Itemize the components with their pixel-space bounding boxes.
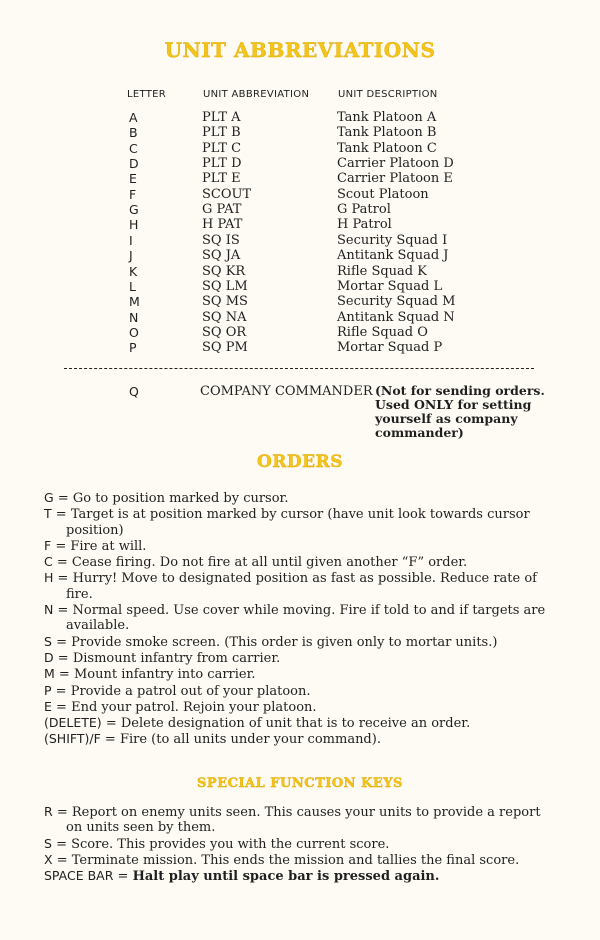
unit-letter: E bbox=[129, 171, 137, 187]
table-row bbox=[0, 310, 600, 325]
table-row bbox=[0, 171, 600, 186]
table-row bbox=[0, 141, 600, 156]
list-item: C = Cease firing. Do not fire at all until given another “F” order. bbox=[44, 554, 468, 571]
unit-description: Carrier Platoon D bbox=[337, 156, 454, 172]
key-description: Fire (to all units under your command). bbox=[119, 732, 381, 748]
unit-letter: H bbox=[129, 217, 139, 233]
key-label: (DELETE) bbox=[44, 715, 102, 731]
key-label: F bbox=[44, 537, 52, 553]
unit-abbreviation: SQ LM bbox=[202, 278, 248, 294]
table-row bbox=[0, 156, 600, 171]
unit-letter: M bbox=[129, 294, 140, 310]
unit-letter: A bbox=[129, 110, 138, 125]
unit-abbreviation: PLT B bbox=[202, 125, 241, 141]
unit-abbreviation: SQ IS bbox=[202, 232, 240, 248]
special-keys-list bbox=[44, 804, 554, 884]
key-label: P bbox=[44, 682, 52, 698]
table-row bbox=[0, 294, 600, 309]
commander-note-line: Used ONLY for setting bbox=[375, 397, 532, 412]
commander-description bbox=[375, 384, 565, 440]
key-description: End your patrol. Rejoin your platoon. bbox=[71, 699, 317, 715]
unit-description: Rifle Squad K bbox=[337, 263, 427, 279]
unit-description: G Patrol bbox=[337, 202, 391, 218]
unit-abbreviation: SCOUT bbox=[202, 186, 252, 202]
unit-description: Mortar Squad P bbox=[337, 340, 443, 356]
unit-letter: O bbox=[129, 324, 139, 340]
letter-column-header: LETTER bbox=[127, 89, 166, 100]
key-label: SPACE BAR bbox=[44, 868, 114, 884]
unit-abbreviations-title: UNIT ABBREVIATIONS bbox=[164, 38, 436, 62]
table-row bbox=[0, 217, 600, 232]
key-description: Report on enemy units seen. This causes your units to provide a report on units seen by them. bbox=[66, 805, 541, 836]
table-row bbox=[0, 325, 600, 340]
unit-description: Security Squad I bbox=[337, 232, 448, 248]
unit-letter: J bbox=[129, 248, 133, 264]
list-item: H = Hurry! Move to designated position as fast as possible. Reduce rate of fire. bbox=[44, 570, 537, 602]
unit-abbreviation: SQ PM bbox=[202, 340, 248, 356]
key-description: Provide a patrol out of your platoon. bbox=[70, 683, 311, 699]
commander-note-line: (Not for sending orders. bbox=[375, 383, 545, 398]
key-label: S bbox=[44, 633, 52, 649]
key-label: G bbox=[44, 490, 54, 505]
key-description: Go to position marked by cursor. bbox=[72, 491, 289, 506]
key-label: D bbox=[44, 649, 54, 665]
orders-title: ORDERS bbox=[256, 452, 344, 472]
unit-description: Security Squad M bbox=[337, 294, 456, 310]
unit-abbreviation: SQ JA bbox=[202, 248, 241, 264]
unit-description: Tank Platoon B bbox=[337, 125, 437, 141]
key-label: C bbox=[44, 554, 53, 570]
key-description: Score. This provides you with the current score. bbox=[71, 836, 390, 852]
table-row bbox=[0, 340, 600, 355]
unit-abbreviation: SQ KR bbox=[202, 263, 246, 279]
unit-letter: B bbox=[129, 125, 138, 141]
unit-description: Tank Platoon C bbox=[337, 140, 437, 156]
key-description: Provide smoke screen. (This order is given only to mortar units.) bbox=[71, 634, 498, 650]
unit-letter: G bbox=[129, 202, 139, 218]
special-function-keys-title: SPECIAL FUNCTION KEYS bbox=[197, 776, 403, 791]
unit-description: Scout Platoon bbox=[337, 186, 429, 202]
unit-description: Tank Platoon A bbox=[337, 110, 437, 125]
list-item: S = Score. This provides you with the current score. bbox=[44, 835, 390, 852]
table-row bbox=[0, 264, 600, 279]
unit-letter: N bbox=[129, 309, 139, 325]
list-item: S = Provide smoke screen. (This order is given only to mortar units.) bbox=[44, 633, 498, 650]
key-description: Mount infantry into carrier. bbox=[73, 667, 256, 683]
unit-abbreviation: PLT C bbox=[202, 140, 242, 156]
unit-description: H Patrol bbox=[337, 217, 392, 233]
list-item: P = Provide a patrol out of your platoon. bbox=[44, 682, 311, 699]
list-item: N = Normal speed. Use cover while moving. Fire if told to and if targets are available. bbox=[44, 602, 546, 634]
unit-letter: K bbox=[129, 263, 138, 279]
unit-letter: F bbox=[129, 186, 137, 202]
table-row bbox=[0, 125, 600, 140]
unit-abbreviation: SQ MS bbox=[202, 294, 248, 310]
unit-letter: I bbox=[129, 232, 133, 248]
table-row bbox=[0, 202, 600, 217]
commander-abbreviation: COMPANY COMMANDER bbox=[200, 384, 373, 399]
key-label: M bbox=[44, 666, 55, 682]
key-description: Cease firing. Do not fire at all until given another “F” order. bbox=[71, 555, 468, 571]
list-item: (DELETE) = Delete designation of unit that is to receive an order. bbox=[44, 715, 471, 732]
key-label: (SHIFT)/F bbox=[44, 731, 101, 747]
list-item: G = Go to position marked by cursor. bbox=[44, 490, 289, 506]
unit-description: Carrier Platoon E bbox=[337, 171, 453, 187]
list-item: T = Target is at position marked by cursor (have unit look towards cursor position) bbox=[44, 506, 530, 538]
key-description: Delete designation of unit that is to receive an order. bbox=[120, 716, 471, 732]
list-item: M = Mount infantry into carrier. bbox=[44, 666, 256, 683]
unit-letter: D bbox=[129, 156, 139, 172]
key-label: T bbox=[44, 506, 52, 522]
table-row bbox=[0, 110, 600, 125]
orders-list bbox=[44, 490, 554, 748]
dashed-divider bbox=[64, 368, 534, 369]
unit-letter: P bbox=[129, 340, 137, 356]
unit-abbreviation: H PAT bbox=[202, 217, 243, 233]
commander-letter: Q bbox=[129, 384, 139, 399]
commander-note-line: yourself as company bbox=[375, 411, 518, 426]
unit-letter: L bbox=[129, 278, 136, 294]
key-label: E bbox=[44, 698, 52, 714]
list-item: R = Report on enemy units seen. This causes your units to provide a report on units seen by them. bbox=[44, 804, 541, 836]
key-description: Terminate mission. This ends the mission and tallies the final score. bbox=[71, 852, 520, 868]
key-description: Halt play until space bar is pressed again. bbox=[132, 869, 440, 885]
unit-description: Rifle Squad O bbox=[337, 324, 428, 340]
unit-abbreviation: SQ NA bbox=[202, 309, 247, 325]
list-item: F = Fire at will. bbox=[44, 537, 147, 554]
key-description: Fire at will. bbox=[70, 538, 147, 554]
unit-letter: C bbox=[129, 140, 138, 156]
list-item: X = Terminate mission. This ends the mission and tallies the final score. bbox=[44, 851, 520, 868]
list-item: E = End your patrol. Rejoin your platoon. bbox=[44, 698, 317, 715]
key-label: H bbox=[44, 570, 54, 586]
commander-note-line: commander) bbox=[375, 425, 464, 440]
unit-abbreviation: PLT A bbox=[202, 110, 241, 125]
key-label: X bbox=[44, 851, 53, 867]
key-label: R bbox=[44, 804, 53, 819]
unit-abbreviation: SQ OR bbox=[202, 324, 247, 340]
unit-abbreviation: PLT E bbox=[202, 171, 241, 187]
key-description: Target is at position marked by cursor (have unit look towards cursor position) bbox=[66, 507, 530, 538]
table-row bbox=[0, 187, 600, 202]
table-row bbox=[0, 248, 600, 263]
key-label: S bbox=[44, 835, 52, 851]
unit-abbreviation: PLT D bbox=[202, 156, 242, 172]
list-item: SPACE BAR = Halt play until space bar is pressed again. bbox=[44, 868, 440, 885]
table-row bbox=[0, 279, 600, 294]
unit-description: Mortar Squad L bbox=[337, 278, 443, 294]
table-row bbox=[0, 233, 600, 248]
abbreviation-column-header: UNIT ABBREVIATION bbox=[203, 89, 310, 100]
list-item: D = Dismount infantry from carrier. bbox=[44, 649, 281, 666]
description-column-header: UNIT DESCRIPTION bbox=[338, 89, 438, 100]
key-label: N bbox=[44, 602, 54, 618]
key-description: Normal speed. Use cover while moving. Fire if told to and if targets are available. bbox=[66, 603, 546, 634]
key-description: Hurry! Move to designated position as fast as possible. Reduce rate of fire. bbox=[66, 571, 537, 602]
list-item: (SHIFT)/F = Fire (to all units under your command). bbox=[44, 731, 381, 748]
key-description: Dismount infantry from carrier. bbox=[72, 650, 281, 666]
unit-description: Antitank Squad J bbox=[337, 248, 449, 264]
unit-description: Antitank Squad N bbox=[337, 309, 455, 325]
unit-abbreviation: G PAT bbox=[202, 202, 242, 218]
